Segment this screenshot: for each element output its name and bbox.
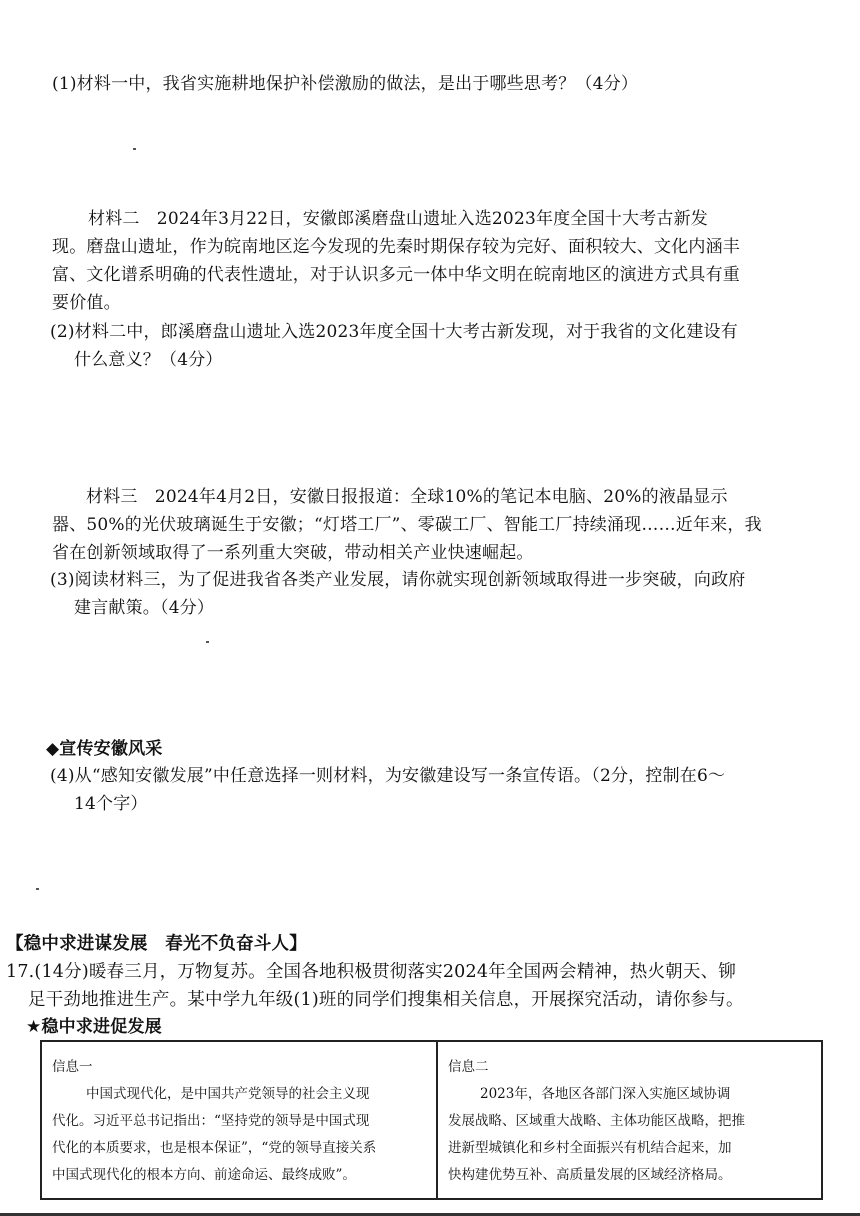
info-1-title: 信息一 bbox=[52, 1059, 93, 1075]
info-2-line-1: 2023年，各地区各部门深入实施区域协调 bbox=[480, 1086, 731, 1102]
question-4-line-2: 14个字） bbox=[74, 794, 148, 814]
scan-speck bbox=[36, 888, 39, 890]
info-2-line-3: 进新型城镇化和乡村全面振兴有机结合起来，加 bbox=[448, 1140, 732, 1156]
scan-speck bbox=[133, 148, 136, 150]
question-17-line-2: 足干劲地推进生产。某中学九年级(1)班的同学们搜集相关信息，开展探究活动，请你参与。 bbox=[28, 990, 744, 1010]
material-3-line-3: 省在创新领域取得了一系列重大突破，带动相关产业快速崛起。 bbox=[52, 543, 534, 563]
question-1: (1)材料一中，我省实施耕地保护补偿激励的做法，是出于哪些思考？（4分） bbox=[52, 74, 639, 94]
section-heading-promote: ◆宣传安徽风采 bbox=[46, 739, 163, 759]
material-2-line-2: 现。磨盘山遗址，作为皖南地区迄今发现的先秦时期保存较为完好、面积较大、文化内涵丰 bbox=[52, 237, 740, 257]
info-2-line-2: 发展战略、区域重大战略、主体功能区战略，把推 bbox=[448, 1113, 745, 1129]
question-3-line-1: (3)阅读材料三，为了促进我省各类产业发展，请你就实现创新领域取得进一步突破，向政府 bbox=[50, 570, 746, 590]
info-1-line-1: 中国式现代化，是中国共产党领导的社会主义现 bbox=[86, 1086, 370, 1102]
question-4-line-1: (4)从“感知安徽发展”中任意选择一则材料，为安徽建设写一条宣传语。（2分，控制在6～ bbox=[50, 766, 726, 786]
material-2-line-4: 要价值。 bbox=[52, 293, 121, 313]
section-heading-17: 【稳中求进谋发展 春光不负奋斗人】 bbox=[6, 934, 307, 954]
question-3-line-2: 建言献策。（4分） bbox=[74, 598, 215, 618]
info-2-line-4: 快构建优势互补、高质量发展的区域经济格局。 bbox=[448, 1167, 732, 1183]
info-1-line-3: 代化的本质要求，也是根本保证”，“党的领导直接关系 bbox=[52, 1140, 377, 1156]
question-2-line-1: (2)材料二中，郎溪磨盘山遗址入选2023年度全国十大考古新发现，对于我省的文化建设有 bbox=[50, 322, 738, 342]
info-1-line-4: 中国式现代化的根本方向、前途命运、最终成败”。 bbox=[52, 1167, 356, 1183]
info-table-divider bbox=[436, 1040, 438, 1200]
material-3-line-1: 材料三 2024年4月2日，安徽日报报道：全球10%的笔记本电脑、20%的液晶显示 bbox=[86, 487, 728, 507]
material-2-line-1: 材料二 2024年3月22日，安徽郎溪磨盘山遗址入选2023年度全国十大考古新发 bbox=[88, 209, 708, 229]
scan-speck bbox=[206, 641, 209, 643]
section-heading-stable: ★稳中求进促发展 bbox=[26, 1017, 162, 1037]
material-2-line-3: 富、文化谱系明确的代表性遗址，对于认识多元一体中华文明在皖南地区的演进方式具有重 bbox=[52, 265, 740, 285]
question-17-line-1: 17.(14分)暖春三月，万物复苏。全国各地积极贯彻落实2024年全国两会精神，热火朝天、铆 bbox=[6, 962, 736, 982]
info-1-line-2: 代化。习近平总书记指出：“坚持党的领导是中国式现 bbox=[52, 1113, 370, 1129]
material-3-line-2: 器、50%的光伏玻璃诞生于安徽；“灯塔工厂”、零碳工厂、智能工厂持续涌现……近年来，我 bbox=[52, 515, 762, 535]
info-2-title: 信息二 bbox=[448, 1059, 489, 1075]
question-2-line-2: 什么意义？（4分） bbox=[74, 350, 223, 370]
